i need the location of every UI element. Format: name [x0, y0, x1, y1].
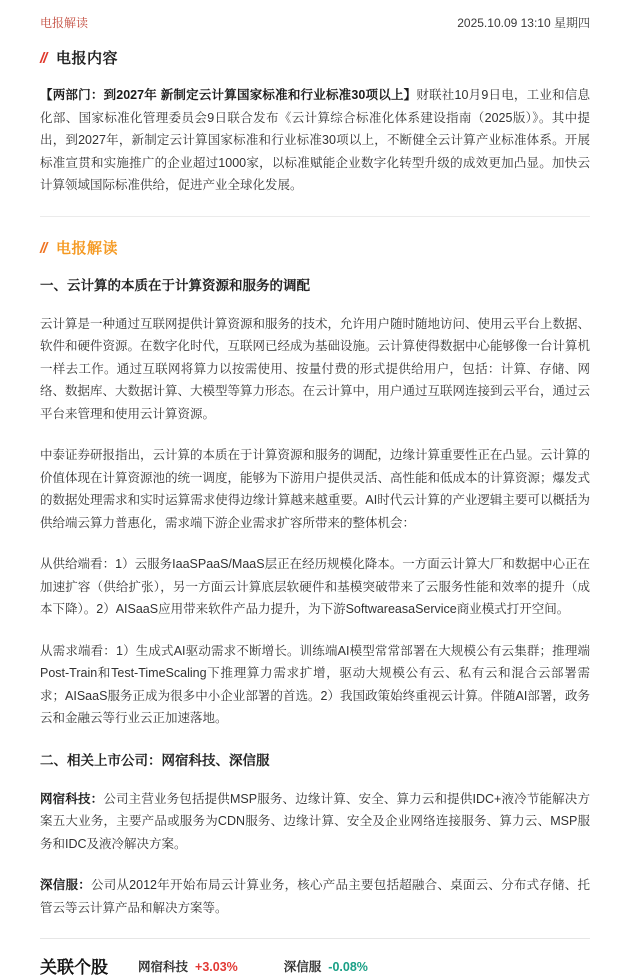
colon: ：: [78, 878, 91, 892]
double-slash-icon: //: [40, 50, 47, 67]
datetime-label: 2025.10.09 13:10 星期四: [457, 16, 590, 30]
content-section-title: [40, 47, 590, 68]
company-name: 网宿科技: [40, 791, 91, 806]
analysis-subheading-2: 二、相关上市公司：网宿科技、深信服: [40, 752, 270, 768]
related-stocks-label: 关联个股: [40, 958, 108, 977]
colon: ：: [90, 791, 104, 806]
stock-item-sangfor[interactable]: [284, 957, 368, 975]
related-stocks-bar: [40, 939, 590, 978]
analysis-section-title: [40, 237, 590, 258]
double-slash-icon: //: [40, 239, 47, 257]
telegraph-content-paragraph: [40, 84, 590, 197]
category-label: 电报解读: [40, 16, 89, 30]
analysis-paragraph: 从需求端看：1）生成式AI驱动需求不断增长。训练端AI模型常常部署在大规模公有云集群；推理端Post-Train和Test-TimeScaling下推理算力需求扩增，驱动大规模公有云、私有云和混合云部署需求；AISaaS服务正成为很多中小企业部署的首选。2）我国政策始终重视云计算。伴随AI部署，政务云和金融云等行业云正加速落地。: [40, 643, 590, 725]
stock-name: 网宿科技: [138, 959, 189, 974]
content-section-title-text: 电报内容: [56, 50, 119, 67]
telegraph-headline: 【两部门：到2027年 新制定云计算国家标准和行业标准30项以上】: [40, 88, 417, 102]
telegraph-body-text: 财联社10月9日电，工业和信息化部、国家标准化管理委员会9日联合发布《云计算综合标准化体系建设指南（2025版）》。其中提出，到2027年，新制定云计算国家标准和行业标准30项以上，不断健全云计算产业标准体系。开展标准宣贯和实施推广的企业超过1000家，以标准赋能企业数字化转型升级的成效更加凸显。加快云计算领域国际标准供给，促进产业全球化发展。: [40, 88, 591, 192]
company-name: 深信服: [40, 878, 79, 892]
stock-name: 深信服: [283, 959, 322, 974]
company-description: 公司从2012年开始布局云计算业务，核心产品主要包括超融合、桌面云、分布式存储、托管云等云计算产品和解决方案等。: [40, 878, 590, 915]
analysis-paragraph: 云计算是一种通过互联网提供计算资源和服务的技术，允许用户随时随地访问、使用云平台上数据、软件和硬件资源。在数字化时代，互联网已经成为基础设施。云计算使得数据中心能够像一台计算机一样去工作。通过互联网将算力以按需使用、按量付费的形式提供给用户，包括：计算、存储、网络、数据库、大数据计算、大模型等算力形态。在云计算中，用户通过互联网连接到云平台，通过云平台来管理和使用云计算资源。: [40, 316, 591, 421]
analysis-paragraph: 从供给端看：1）云服务IaaSPaaS/MaaS层正在经历规模化降本。一方面云计算大厂和数据中心正在加速扩容（供给扩张），另一方面云计算底层软硬件和基模突破带来了云服务性能和效率的提升（成本下降）。2）AISaaS应用带来软件产品力提升，为下游SoftwareasaService商业模式打开空间。: [40, 557, 590, 616]
company-description: 公司主营业务包括提供MSP服务、边缘计算、安全、算力云和提供IDC+液冷节能解决方案五大业务，主要产品或服务为CDN服务、边缘计算、安全及企业网络连接服务、算力云、MSP服务和IDC及液冷解决方案。: [40, 791, 590, 851]
stock-change-badge: +3.03%: [195, 959, 238, 974]
company-paragraph: [40, 874, 590, 919]
analysis-section-title-text: 电报解读: [56, 239, 119, 257]
topbar: [40, 14, 590, 31]
analysis-subheading-1: 一、云计算的本质在于计算资源和服务的调配: [40, 277, 310, 293]
stock-change-badge: -0.08%: [328, 959, 368, 974]
analysis-paragraph: 中泰证券研报指出，云计算的本质在于计算资源和服务的调配，边缘计算重要性正在凸显。云计算的价值体现在计算资源池的统一调度，能够为下游用户提供灵活、高性能和低成本的计算资源；爆发式的数据处理需求和实时运算需求使得边缘计算越来越重要。AI时代云计算的产业逻辑主要可以概括为供给端云算力普惠化，需求端下游企业需求扩容所带来的整体机会：: [40, 448, 591, 530]
company-paragraph: [40, 788, 590, 856]
stock-item-wangsu[interactable]: [138, 957, 238, 975]
section-divider: [40, 216, 590, 217]
